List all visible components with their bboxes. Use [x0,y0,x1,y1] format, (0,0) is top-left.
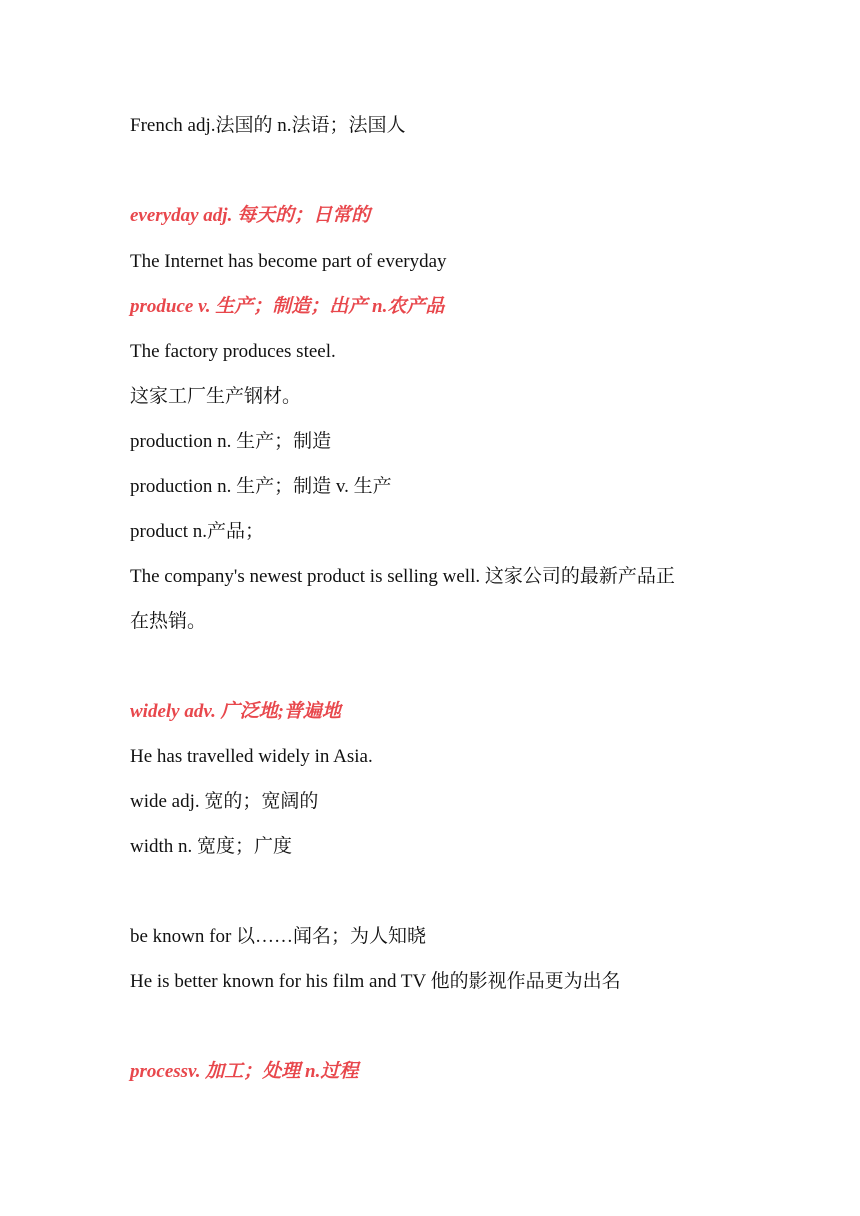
example-widely: He has travelled widely in Asia. [130,746,373,767]
example-produce: The factory produces steel. [130,341,336,362]
example-known-for: He is better known for his film and TV 他的影视作品更为出名 [130,971,621,992]
heading-produce: produce v. 生产；制造；出产 n.农产品 [130,296,445,317]
heading-everyday: everyday adj. 每天的；日常的 [130,205,371,226]
example-product-line2: 在热销。 [130,611,207,632]
entry-wide: wide adj. 宽的；宽阔的 [130,791,319,812]
translation-produce: 这家工厂生产钢材。 [130,386,302,407]
example-everyday: The Internet has become part of everyday [130,251,447,272]
heading-process: processv. 加工；处理 n.过程 [130,1061,359,1082]
entry-production-1: production n. 生产；制造 [130,431,332,452]
entry-production-2: production n. 生产；制造 v. 生产 [130,476,392,497]
entry-product: product n.产品； [130,521,265,542]
entry-known-for: be known for 以……闻名；为人知晓 [130,926,427,947]
example-product-line1: The company's newest product is selling well. 这家公司的最新产品正 [130,566,675,587]
entry-width: width n. 宽度；广度 [130,836,293,857]
entry-french: French adj.法国的 n.法语；法国人 [130,115,406,136]
heading-widely: widely adv. 广泛地;普遍地 [130,701,341,722]
